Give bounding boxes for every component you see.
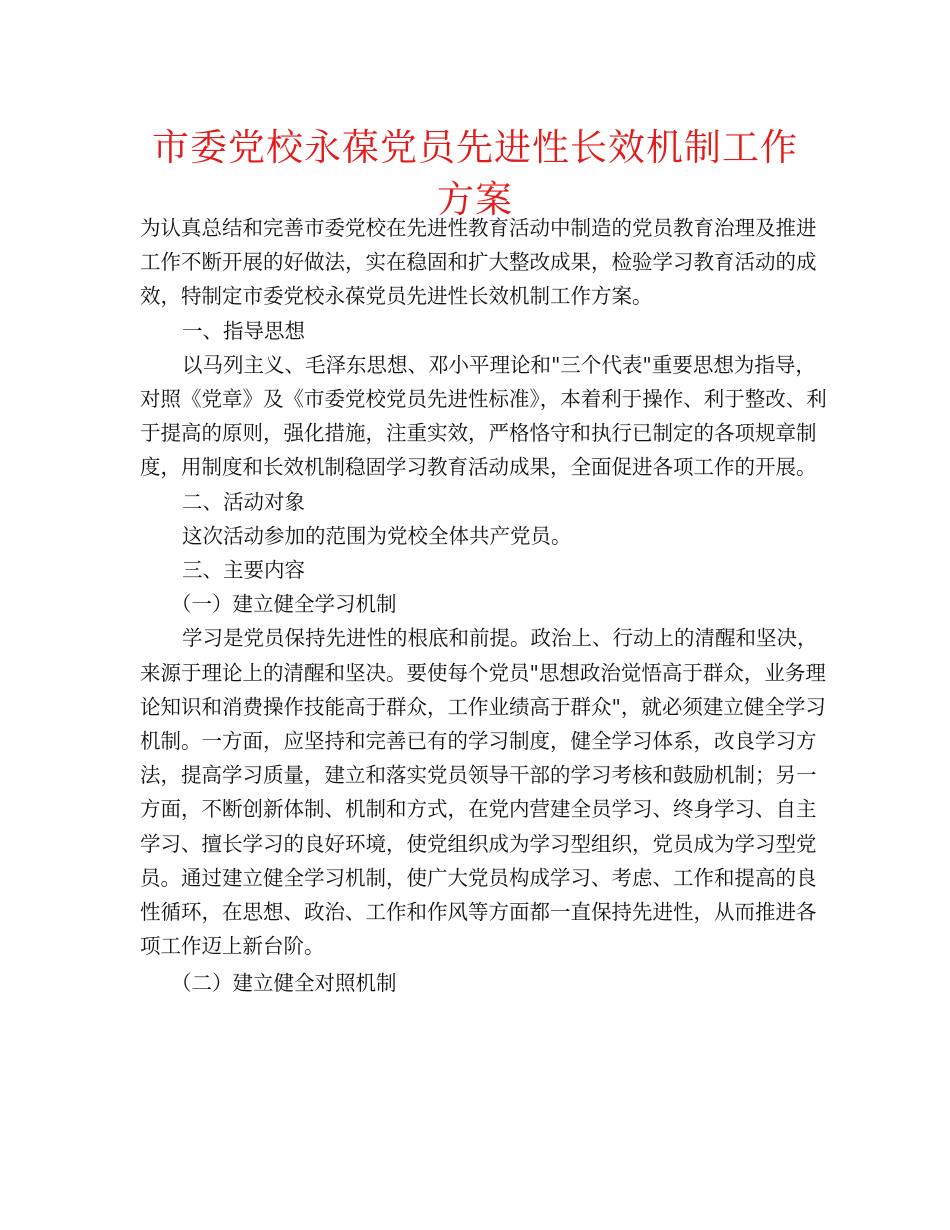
document-body	[140, 211, 830, 1001]
document-title: 市委党校永葆党员先进性长效机制工作方案	[152, 126, 798, 221]
activity-target-paragraph: 这次活动参加的范围为党校全体共产党员。	[182, 523, 572, 548]
subsection-heading-learning-mechanism: （一）建立健全学习机制	[171, 592, 397, 617]
intro-paragraph: 为认真总结和完善市委党校在先进性教育活动中制造的党员教育治理及推进工作不断开展的好做法，实在稳固和扩大整改成果，检验学习教育活动的成效，特制定市委党校永葆党员先进性长效机制工作方案。	[140, 216, 817, 309]
subsection-heading-comparison-mechanism: （二）建立健全对照机制	[171, 971, 397, 996]
guiding-ideology-paragraph: 以马列主义、毛泽东思想、邓小平理论和"三个代表"重要思想为指导，对照《党章》及《市委党校党员先进性标准》，本着利于操作、利于整改、利于提高的原则，强化措施，注重实效，严格恪守和执行已制定的各项规章制度，用制度和长效机制稳固学习教育活动成果，全面促进各项工作的开展。	[140, 352, 827, 480]
section-heading-main-content: 三、主要内容	[182, 558, 305, 583]
learning-mechanism-paragraph: 学习是党员保持先进性的根底和前提。政治上、行动上的清醒和坚决，来源于理论上的清醒和坚决。要使每个党员"思想政治觉悟高于群众，业务理论知识和消费操作技能高于群众，工作业绩高于群众"，就必须建立健全学习机制。一方面，应坚持和完善已有的学习制度，健全学习体系，改良学习方法，提高学习质量，建立和落实党员领导干部的学习考核和鼓励机制；另一方面，不断创新体制、机制和方式，在党内营建全员学习、终身学习、自主学习、擅长学习的良好环境，使党组织成为学习型组织，党员成为学习型党员。通过建立健全学习机制，使广大党员构成学习、考虑、工作和提高的良性循环，在思想、政治、工作和作风等方面都一直保持先进性，从而推进各项工作迈上新台阶。	[140, 626, 826, 959]
section-heading-activity-target: 二、活动对象	[182, 489, 305, 514]
section-heading-guiding-ideology: 一、指导思想	[182, 318, 305, 343]
